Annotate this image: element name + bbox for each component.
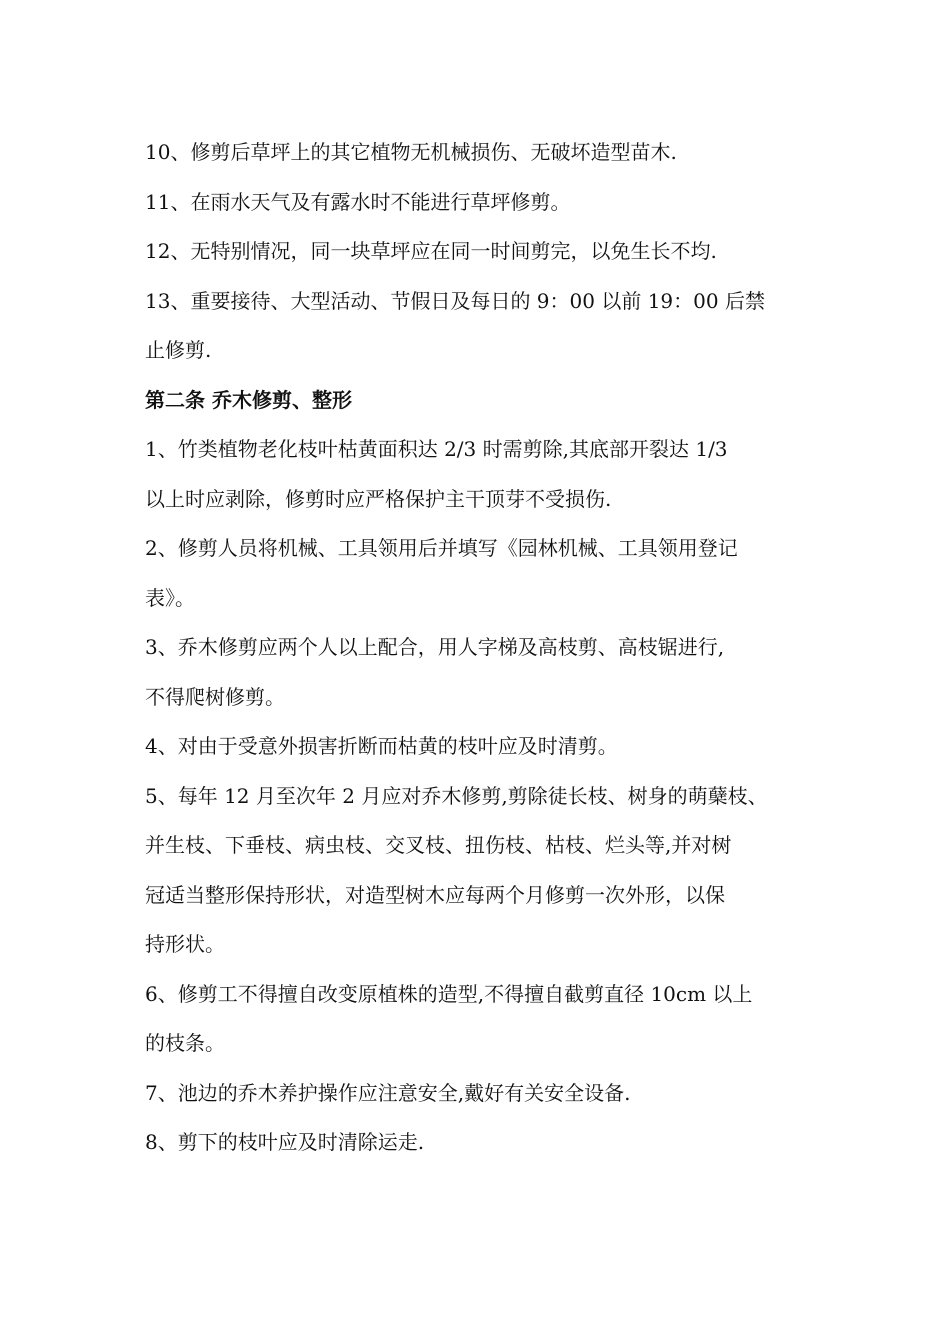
text-line-item-6: 6、修剪工不得擅自改变原植株的造型,不得擅自截剪直径 10cm 以上: [145, 981, 753, 1006]
text-line-item-4: 4、对由于受意外损害折断而枯黄的枝叶应及时清剪。: [145, 734, 618, 758]
text-line-item-5: 5、每年 12 月至次年 2 月应对乔木修剪,剪除徒长枝、树身的萌蘖枝、: [145, 783, 768, 808]
text-line-item-13-cont: 止修剪.: [145, 338, 212, 362]
text-line-item-3-cont: 不得爬树修剪。: [145, 684, 285, 709]
text-line-item-7: 7、池边的乔木养护操作应注意安全,戴好有关安全设备.: [145, 1080, 631, 1105]
text-line-item-12: 12、无特别情况，同一块草坪应在同一时间剪完，以免生长不均.: [145, 239, 717, 263]
text-line-item-5-cont-a: 并生枝、下垂枝、病虫枝、交叉枝、扭伤枝、枯枝、烂头等,并对树: [145, 833, 732, 857]
text-line-item-3: 3、乔木修剪应两个人以上配合，用人字梯及高枝剪、高枝锯进行,: [145, 635, 725, 659]
text-line-item-2-cont: 表》。: [145, 585, 195, 610]
text-line-item-1-cont: 以上时应剥除，修剪时应严格保护主干顶芽不受损伤.: [145, 486, 612, 511]
text-line-item-13: 13、重要接待、大型活动、节假日及每日的 9：00 以前 19：00 后禁: [145, 288, 765, 313]
text-line-item-10: 10、修剪后草坪上的其它植物无机械损伤、无破坏造型苗木.: [145, 140, 677, 164]
document-body: [145, 128, 815, 1168]
text-line-item-11: 11、在雨水天气及有露水时不能进行草坪修剪。: [145, 189, 571, 214]
text-line-item-5-cont-b: 冠适当整形保持形状，对造型树木应每两个月修剪一次外形，以保: [145, 882, 725, 907]
text-line-item-2: 2、修剪人员将机械、工具领用后并填写《园林机械、工具领用登记: [145, 536, 738, 560]
text-line-item-1: 1、竹类植物老化枝叶枯黄面积达 2/3 时需剪除,其底部开裂达 1/3: [145, 437, 728, 461]
text-line-item-6-cont: 的枝条。: [145, 1031, 225, 1055]
text-line-item-8: 8、剪下的枝叶应及时清除运走.: [145, 1130, 425, 1154]
section-heading: 第二条 乔木修剪、整形: [145, 387, 352, 412]
text-line-item-5-cont-c: 持形状。: [145, 932, 225, 956]
